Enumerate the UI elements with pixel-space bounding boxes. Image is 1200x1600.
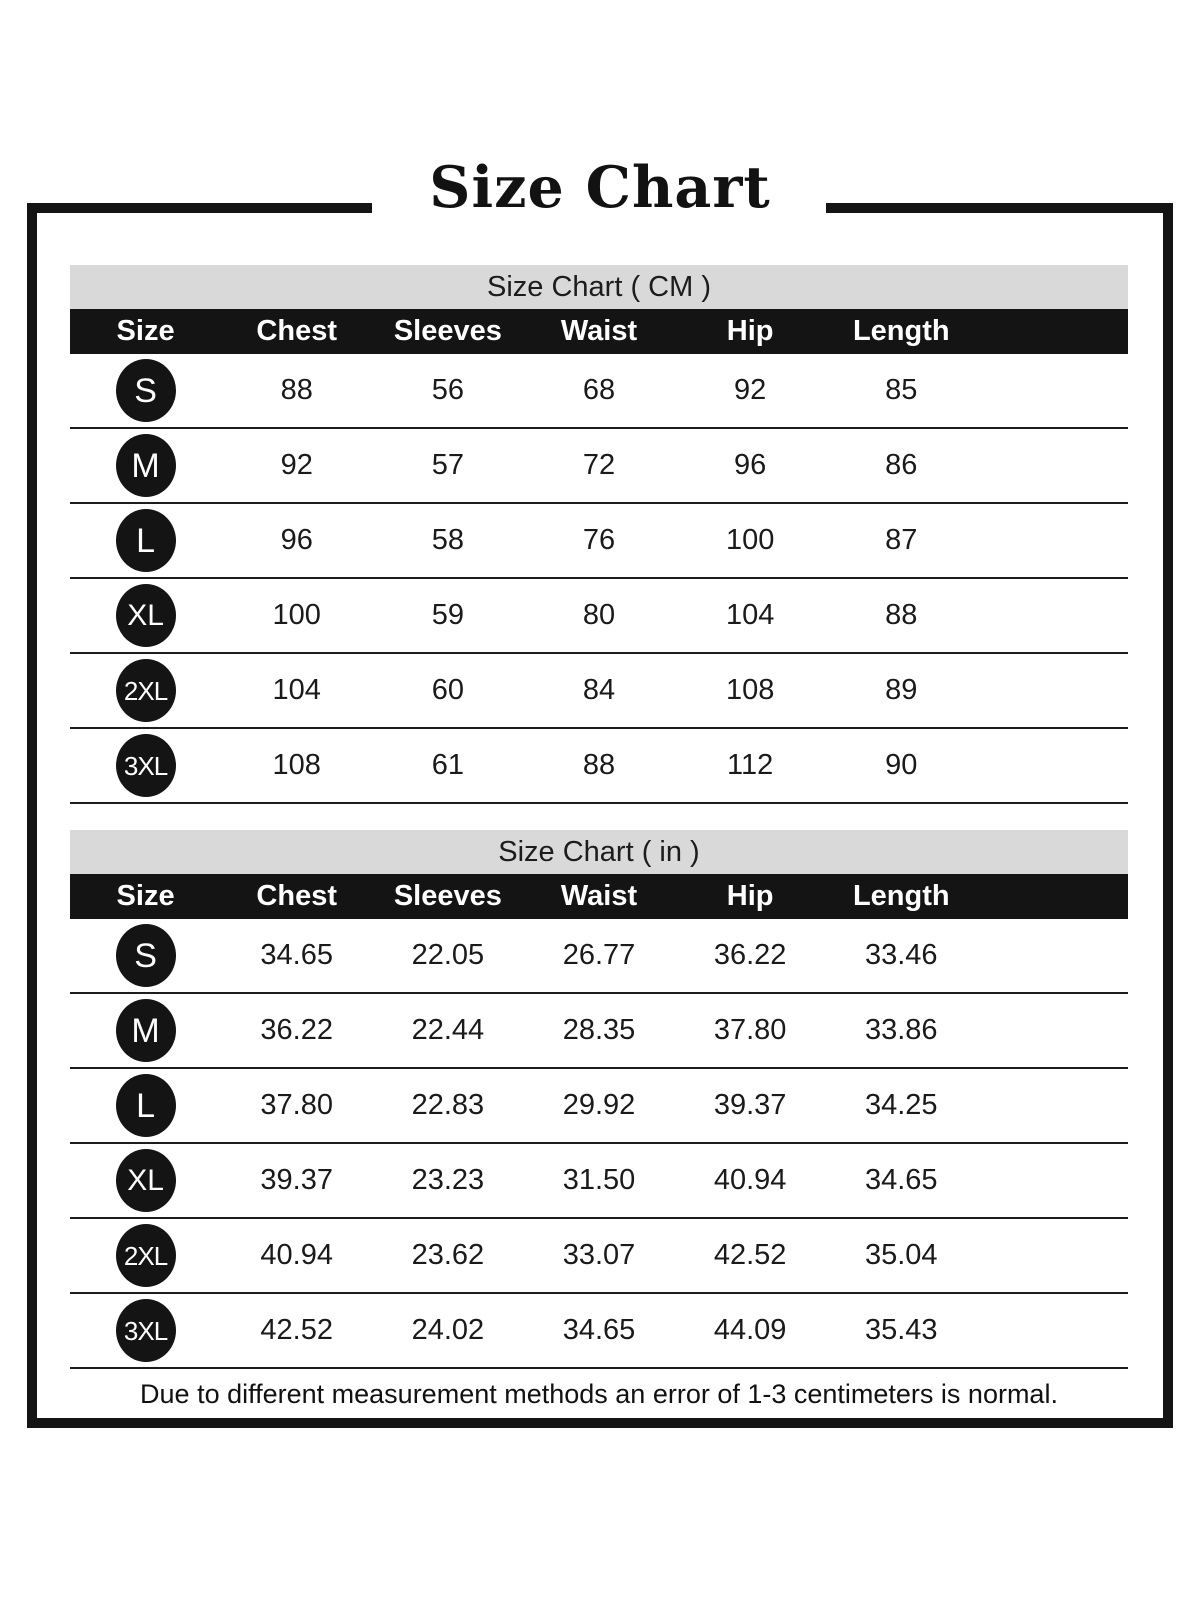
size-cell [70,1299,221,1362]
column-header-size: Size [116,315,175,347]
chest-cell: 88 [280,374,313,406]
table-row [70,1219,1128,1294]
sleeves-cell: 58 [431,524,464,556]
size-badge [116,924,176,987]
sleeves-cell: 22.44 [411,1014,485,1046]
length-cell: 33.86 [864,1014,938,1046]
size-cell [70,924,221,987]
size-badge [116,584,176,647]
size-table-in [70,830,1128,1369]
size-cell [70,434,221,497]
size-cell [70,1224,221,1287]
column-header-hip: Hip [726,880,774,912]
size-badge [116,1074,176,1137]
table-row [70,354,1128,429]
waist-cell: 80 [582,599,616,631]
sleeves-cell: 57 [431,449,464,481]
length-cell: 89 [885,674,918,706]
hip-cell: 104 [725,599,775,631]
column-header-sleeves: Sleeves [393,315,502,347]
hip-cell: 42.52 [713,1239,787,1271]
size-badge [116,659,176,722]
length-cell: 86 [885,449,918,481]
sleeves-cell: 23.23 [411,1164,485,1196]
size-badge [116,434,176,497]
hip-cell: 92 [734,374,767,406]
size-badge [116,1299,176,1362]
hip-cell: 37.80 [713,1014,787,1046]
waist-cell: 88 [582,749,616,781]
hip-cell: 112 [727,749,774,781]
footer-note: Due to different measurement methods an error of 1-3 centimeters is normal. [140,1379,1058,1409]
table-row [70,579,1128,654]
hip-cell: 39.37 [713,1089,787,1121]
size-badge-label: XL [127,1163,164,1197]
chest-cell: 96 [280,524,313,556]
column-header-chest: Chest [256,880,337,912]
chest-cell: 92 [280,449,313,481]
chest-cell: 34.65 [260,939,333,971]
waist-cell: 31.50 [562,1164,636,1196]
size-cell [70,734,221,797]
size-badge-label: L [136,1086,156,1125]
sleeves-cell: 61 [431,749,464,781]
size-badge-label: S [134,936,157,975]
chest-cell: 40.94 [260,1239,333,1271]
table-row [70,504,1128,579]
waist-cell: 72 [582,449,616,481]
waist-cell: 33.07 [562,1239,636,1271]
length-cell: 34.25 [864,1089,938,1121]
size-badge-label: M [131,1011,160,1050]
sleeves-cell: 56 [431,374,464,406]
hip-cell: 100 [725,524,775,556]
column-header-waist: Waist [560,315,638,347]
size-table-cm [70,265,1128,804]
waist-cell: 34.65 [562,1314,636,1346]
size-badge [116,999,176,1062]
sleeves-cell: 60 [431,674,464,706]
table-row [70,1144,1128,1219]
waist-cell: 29.92 [562,1089,636,1121]
chest-cell: 42.52 [260,1314,333,1346]
hip-cell: 44.09 [713,1314,787,1346]
size-cell [70,509,221,572]
chest-cell: 36.22 [260,1014,333,1046]
size-badge [116,509,176,572]
table-header-row [70,874,1128,919]
length-cell: 35.04 [864,1239,938,1271]
waist-cell: 26.77 [562,939,636,971]
table-row [70,429,1128,504]
table-row [70,919,1128,994]
waist-cell: 76 [582,524,616,556]
waist-cell: 68 [582,374,616,406]
length-cell: 90 [885,749,918,781]
hip-cell: 96 [734,449,767,481]
table-subtitle-cm: Size Chart ( CM ) [70,265,1128,309]
table-row [70,1294,1128,1369]
waist-cell: 84 [582,674,616,706]
length-cell: 85 [885,374,918,406]
size-badge [116,1149,176,1212]
size-badge [116,359,176,422]
column-header-sleeves: Sleeves [393,880,502,912]
size-badge-label: M [131,446,160,485]
table-row [70,1069,1128,1144]
length-cell: 35.43 [864,1314,938,1346]
size-badge-label: XL [127,598,164,632]
column-header-length: Length [852,315,950,347]
chest-cell: 39.37 [260,1164,333,1196]
sleeves-cell: 59 [431,599,464,631]
size-cell [70,1149,221,1212]
size-badge-label: 2XL [123,675,168,706]
size-cell [70,584,221,647]
column-header-chest: Chest [256,315,337,347]
chest-cell: 104 [272,674,321,706]
size-cell [70,1074,221,1137]
column-header-size: Size [116,880,175,912]
size-cell [70,359,221,422]
table-subtitle-in: Size Chart ( in ) [70,830,1128,874]
length-cell: 87 [885,524,918,556]
waist-cell: 28.35 [562,1014,636,1046]
size-badge-label: S [134,371,157,410]
sleeves-cell: 23.62 [411,1239,485,1271]
chest-cell: 37.80 [260,1089,333,1121]
chest-cell: 100 [272,599,321,631]
table-row [70,994,1128,1069]
sleeves-cell: 24.02 [411,1314,485,1346]
hip-cell: 36.22 [713,939,787,971]
size-cell [70,659,221,722]
column-header-length: Length [852,880,950,912]
length-cell: 88 [885,599,918,631]
size-badge-label: L [136,521,156,560]
hip-cell: 108 [725,674,775,706]
sleeves-cell: 22.05 [411,939,485,971]
length-cell: 33.46 [864,939,938,971]
size-badge-label: 3XL [123,1315,168,1346]
length-cell: 34.65 [864,1164,938,1196]
size-badge [116,1224,176,1287]
chest-cell: 108 [272,749,321,781]
column-header-waist: Waist [560,880,638,912]
column-header-hip: Hip [726,315,774,347]
page-title: Size Chart [429,154,771,221]
size-cell [70,999,221,1062]
table-row [70,729,1128,804]
size-badge-label: 3XL [123,750,168,781]
table-header-row [70,309,1128,354]
hip-cell: 40.94 [713,1164,787,1196]
size-badge-label: 2XL [123,1240,168,1271]
table-row [70,654,1128,729]
size-badge [116,734,176,797]
sleeves-cell: 22.83 [411,1089,485,1121]
